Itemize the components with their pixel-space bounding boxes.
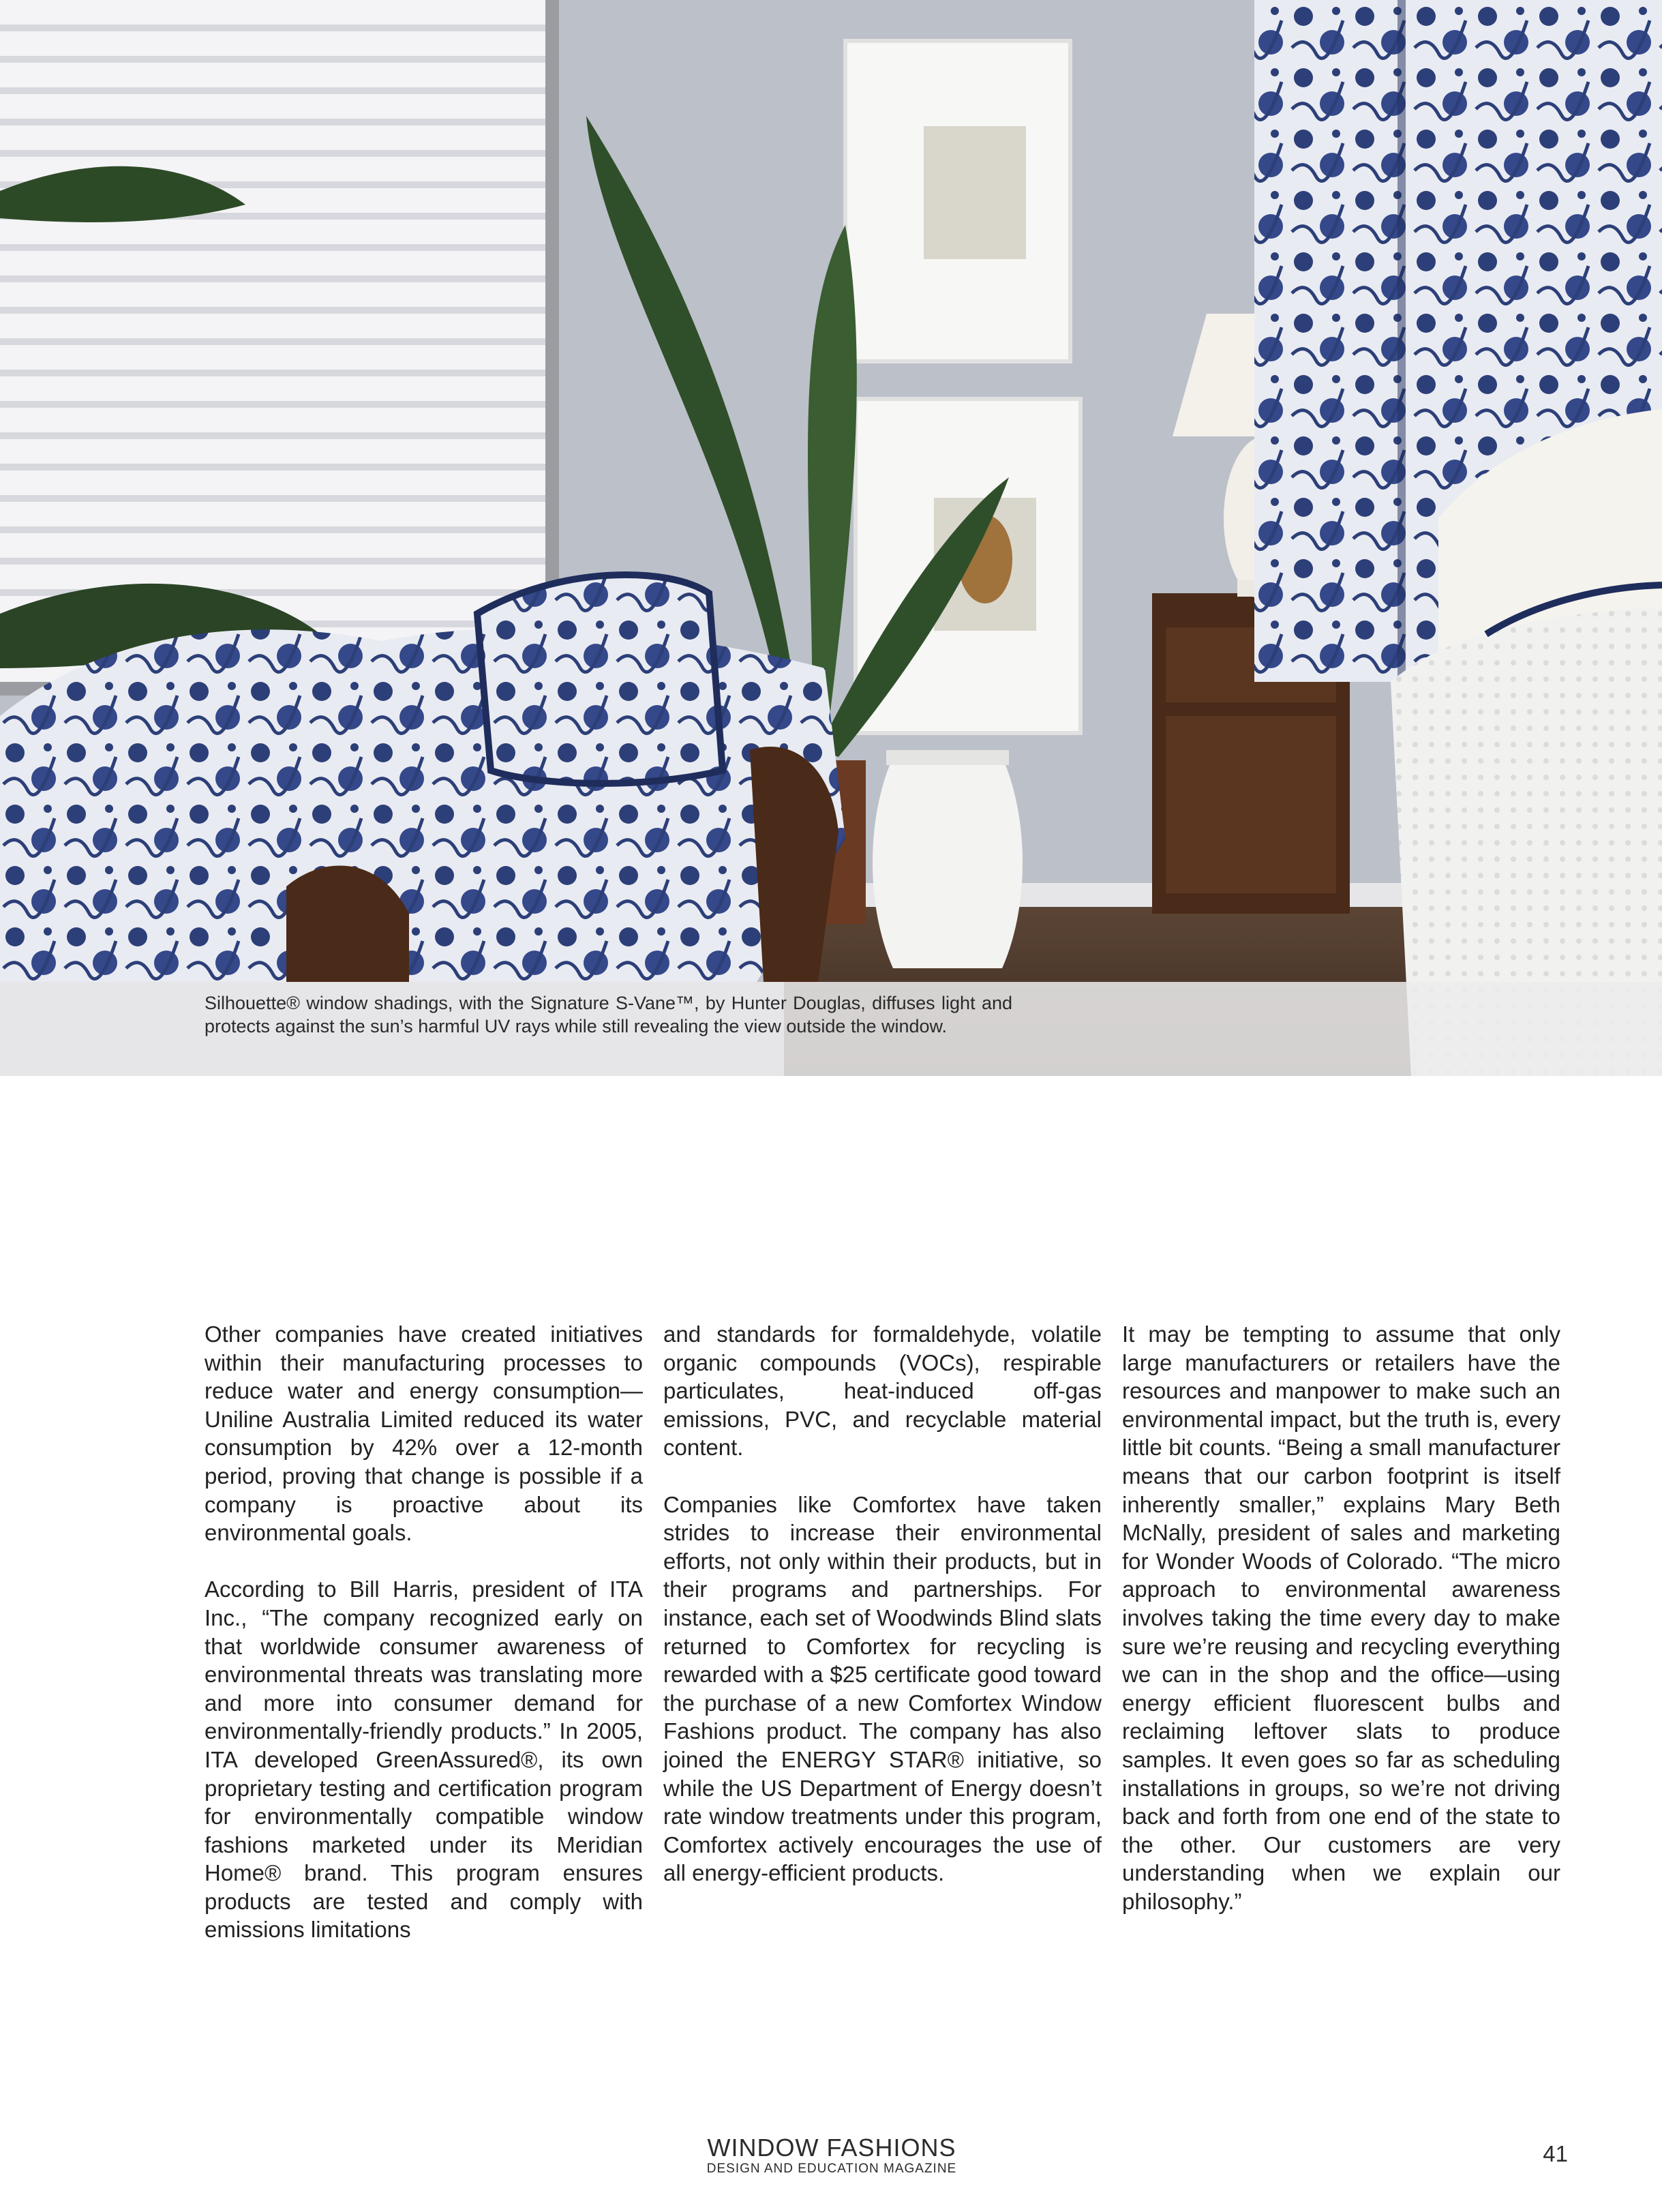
photo-caption: Silhouette® window shadings, with the Signature S-Vane™, by Hunter Douglas, diffuses light and protects against the sun’s harmful UV rays while still revealing the view outside the window. (205, 993, 1012, 1036)
paragraph: It may be tempting to assume that only large manufacturers or retailers have the resources and manpower to make such an environmental impact, but the truth is, every little bit counts. “Being a small manufacturer means that our carbon footprint is itself inherently smaller,” explains Mary Beth McNally, president of sales and marketing for Wonder Woods of Colorado. “The micro approach to environmental awareness involves taking the time every day to make sure we’re reusing and recycling everything we can in the shop and the office—using energy efficient fluorescent bulbs and reclaiming leftover slats to produce samples. It even goes so far as scheduling installations in groups, so we’re not driving back and forth from one end of the state to the other. Our customers are very understanding when we explain our philosophy.” (1122, 1321, 1560, 1914)
paragraph: According to Bill Harris, president of ITA Inc., “The company recognized early on that worldwide consumer awareness of environmental threats was translating more and more into consumer demand for environmentally-friendly products.” In 2005, ITA developed GreenAssured®, its own proprietary testing and certification program for environmentally compatible window fashions marketed under its Meridian Home® brand. This program ensures products are tested and comply with emissions limitations (205, 1576, 643, 1943)
paragraph: Other companies have created initiatives within their manufacturing processes to reduce water and energy consumption—Uniline Australia Limited reduced its water consumption by 42% over a 12-month period, proving that change is possible if a company is proactive about its environmental goals. (205, 1321, 643, 1546)
article-column-3 (1122, 1320, 1560, 1915)
paragraph: Companies like Comfortex have taken strides to increase their environmental efforts, not only within their products, but in their programs and partnerships. For instance, each set of Woodwinds Blind slats returned to Comfortex for recycling is rewarded with a $25 certificate good toward the purchase of a new Comfortex Window Fashions product. The company has also joined the ENERGY STAR® initiative, so while the US Department of Energy doesn’t rate window treatments under this program, Comfortex actively encourages the use of all energy-efficient products. (663, 1491, 1102, 1886)
article-column-1 (205, 1320, 643, 1944)
article-column-2 (663, 1320, 1102, 1887)
window-blinds (0, 0, 545, 682)
paragraph: and standards for formaldehyde, volatile organic compounds (VOCs), respirable particulates, heat-induced off-gas emissions, PVC, and recyclable material content. (663, 1321, 1102, 1461)
print-art-top (924, 126, 1026, 259)
room-photo (0, 0, 1662, 1076)
magazine-subtitle: DESIGN AND EDUCATION MAGAZINE (706, 2162, 957, 2176)
screen-seam (1397, 0, 1406, 682)
room-illustration (0, 0, 1662, 1076)
page-number: 41 (1543, 2141, 1568, 2166)
garden-stool (873, 750, 1023, 968)
magazine-title: WINDOW FASHIONS (707, 2134, 956, 2162)
